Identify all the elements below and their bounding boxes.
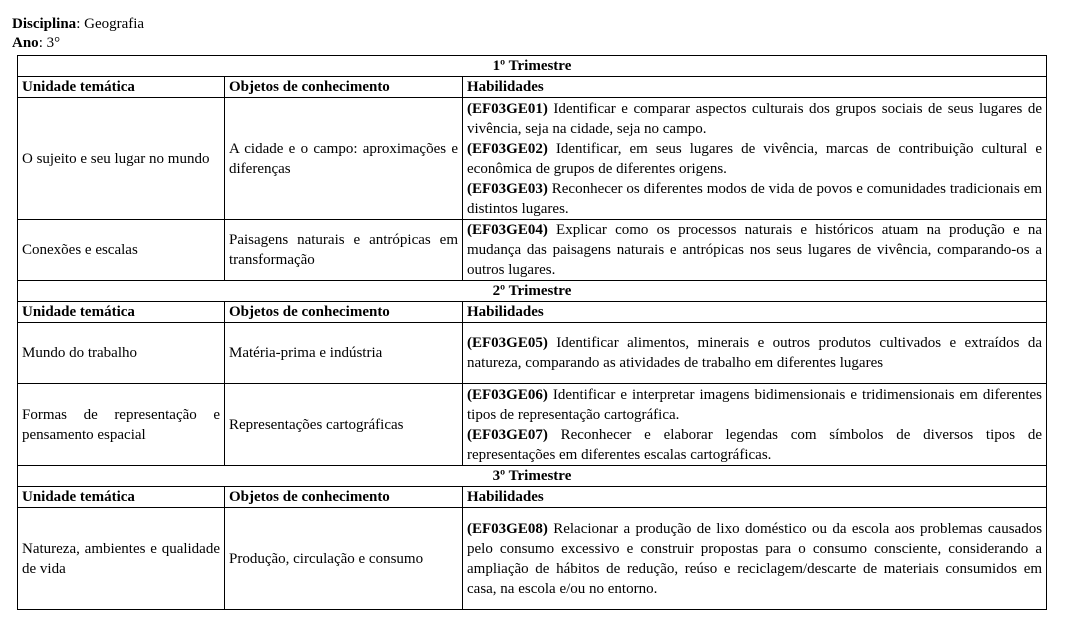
header-habilidades: Habilidades: [463, 302, 1047, 323]
ano-line: [12, 34, 144, 53]
trimester-title-row: [18, 281, 1047, 302]
ano-label: Ano: [12, 35, 39, 51]
habilidade-item: [467, 333, 1042, 373]
header-unidade: Unidade temática: [18, 77, 225, 98]
habilidades-cell: [463, 384, 1047, 466]
ano-value: : 3°: [38, 35, 61, 51]
habilidade-code: (EF03GE01): [467, 100, 548, 117]
objeto-cell: Produção, circulação e consumo: [225, 508, 463, 610]
habilidades-cell: [463, 323, 1047, 384]
disciplina-value: : Geografia: [76, 16, 145, 32]
document-meta: [12, 15, 144, 53]
habilidade-item: [467, 179, 1042, 219]
habilidade-item: [467, 99, 1042, 139]
header-objetos: Objetos de conhecimento: [225, 487, 463, 508]
habilidade-text: Reconhecer e elaborar legendas com símbolos de diversos tipos de representações em diferentes escalas cartográficas.: [467, 426, 1043, 463]
header-unidade: Unidade temática: [18, 302, 225, 323]
table-row: [18, 508, 1047, 610]
objeto-cell: Representações cartográficas: [225, 384, 463, 466]
habilidade-text: Identificar e interpretar imagens bidimensionais e tridimensionais em diferentes tipos de representação cartográfica.: [467, 386, 1043, 423]
habilidade-text: Relacionar a produção de lixo doméstico ou da escola aos problemas causados pelo consumo excessivo e construir propostas para o consumo consciente, considerando a ampliação de hábitos de redução, reúso e reciclagem/descarte de materiais consumidos em casa, na escola e/ou no entorno.: [467, 520, 1043, 597]
habilidade-text: Identificar e comparar aspectos culturais dos grupos sociais de seus lugares de vivência, seja na cidade, seja no campo.: [467, 100, 1043, 137]
table-row: [18, 220, 1047, 281]
header-row: [18, 302, 1047, 323]
table-row: [18, 323, 1047, 384]
unidade-cell: Natureza, ambientes e qualidade de vida: [18, 508, 225, 610]
habilidade-code: (EF03GE04): [467, 222, 548, 238]
header-objetos: Objetos de conhecimento: [225, 302, 463, 323]
disciplina-label: Disciplina: [12, 16, 77, 32]
habilidade-text: Identificar alimentos, minerais e outros produtos cultivados e extraídos da natureza, comparando as atividades de trabalho em diferentes lugares: [467, 335, 1043, 371]
objeto-cell: Matéria-prima e indústria: [225, 323, 463, 384]
habilidade-item: [467, 519, 1042, 599]
trimester-title: 3º Trimestre: [18, 466, 1047, 487]
header-row: [18, 487, 1047, 508]
objeto-cell: Paisagens naturais e antrópicas em transformação: [225, 220, 463, 281]
trimester-title-row: [18, 466, 1047, 487]
habilidade-text: Explicar como os processos naturais e históricos atuam na produção e na mudança das paisagens naturais e antrópicas nos seus lugares de vivência, comparando-os a outros lugares.: [467, 222, 1043, 278]
habilidade-item: [467, 425, 1042, 465]
table-row: [18, 98, 1047, 220]
habilidades-cell: [463, 220, 1047, 281]
habilidades-cell: [463, 98, 1047, 220]
header-habilidades: Habilidades: [463, 487, 1047, 508]
trimester-title-row: [18, 56, 1047, 77]
habilidade-text: Identificar, em seus lugares de vivência, marcas de contribuição cultural e econômica de grupos de diferentes origens.: [467, 140, 1043, 177]
header-row: [18, 77, 1047, 98]
habilidade-code: (EF03GE07): [467, 426, 548, 443]
habilidade-code: (EF03GE08): [467, 520, 548, 537]
header-objetos: Objetos de conhecimento: [225, 77, 463, 98]
trimester-title: 1º Trimestre: [18, 56, 1047, 77]
unidade-cell: O sujeito e seu lugar no mundo: [18, 98, 225, 220]
unidade-cell: Formas de representação e pensamento espacial: [18, 384, 225, 466]
trimester-title: 2º Trimestre: [18, 281, 1047, 302]
unidade-cell: Conexões e escalas: [18, 220, 225, 281]
habilidade-code: (EF03GE03): [467, 180, 548, 197]
header-unidade: Unidade temática: [18, 487, 225, 508]
disciplina-line: [12, 15, 144, 34]
habilidade-item: [467, 385, 1042, 425]
header-habilidades: Habilidades: [463, 77, 1047, 98]
habilidade-code: (EF03GE06): [467, 386, 548, 403]
unidade-cell: Mundo do trabalho: [18, 323, 225, 384]
objeto-cell: A cidade e o campo: aproximações e diferenças: [225, 98, 463, 220]
habilidade-text: Reconhecer os diferentes modos de vida de povos e comunidades tradicionais em distintos lugares.: [467, 180, 1043, 217]
habilidade-item: [467, 139, 1042, 179]
habilidade-item: [467, 220, 1042, 280]
habilidades-cell: [463, 508, 1047, 610]
habilidade-code: (EF03GE05): [467, 335, 548, 351]
habilidade-code: (EF03GE02): [467, 140, 548, 157]
table-row: [18, 384, 1047, 466]
curriculum-table: [17, 55, 1047, 610]
